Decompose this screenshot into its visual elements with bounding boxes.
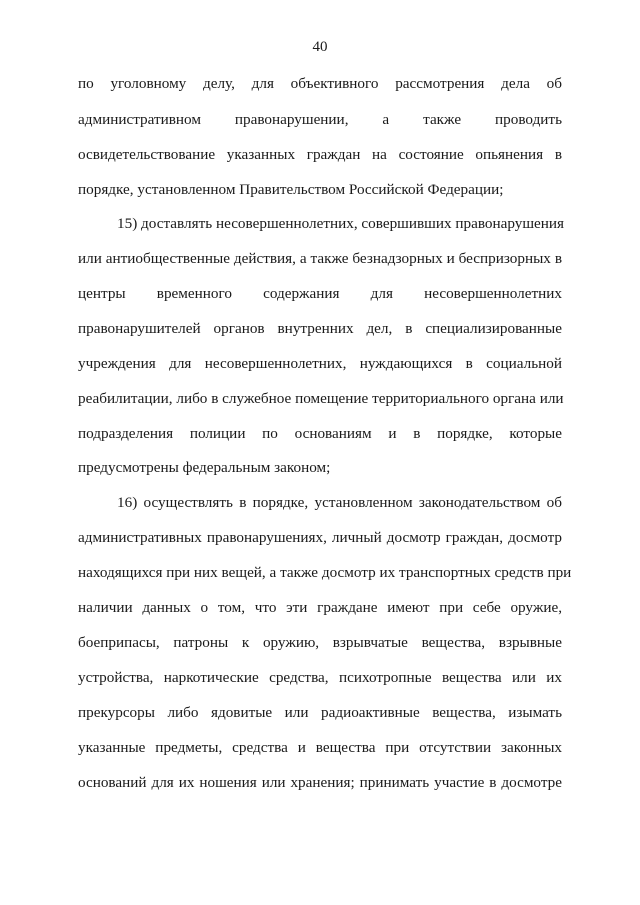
text-line: подразделения полиции по основаниям и в порядке, которые xyxy=(78,425,562,442)
text-line: правонарушителей органов внутренних дел, в специализированные xyxy=(78,320,562,337)
text-line: оснований для их ношения или хранения; принимать участие в досмотре xyxy=(78,774,562,791)
text-line: находящихся при них вещей, а также досмотр их транспортных средств при xyxy=(78,564,572,581)
text-line: административном правонарушении, а также проводить xyxy=(78,111,562,128)
text-line: прекурсоры либо ядовитые или радиоактивные вещества, изымать xyxy=(78,704,562,721)
text-line: наличии данных о том, что эти граждане имеют при себе оружие, xyxy=(78,599,562,616)
text-line: центры временного содержания для несовершеннолетних xyxy=(78,285,562,302)
text-line: порядке, установленном Правительством Российской Федерации; xyxy=(78,181,504,198)
text-line: реабилитации, либо в служебное помещение территориального органа или xyxy=(78,390,564,407)
text-line: боеприпасы, патроны к оружию, взрывчатые вещества, взрывные xyxy=(78,634,562,651)
text-line: указанные предметы, средства и вещества при отсутствии законных xyxy=(78,739,562,756)
text-line: по уголовному делу, для объективного рассмотрения дела об xyxy=(78,75,562,92)
text-line: или антиобщественные действия, а также безнадзорных и беспризорных в xyxy=(78,250,562,267)
text-line: административных правонарушениях, личный досмотр граждан, досмотр xyxy=(78,529,562,546)
text-line: 16) осуществлять в порядке, установленном законодательством об xyxy=(117,494,562,511)
text-line: предусмотрены федеральным законом; xyxy=(78,459,331,476)
text-line: 15) доставлять несовершеннолетних, совершивших правонарушения xyxy=(117,215,565,232)
text-line: учреждения для несовершеннолетних, нуждающихся в социальной xyxy=(78,355,562,372)
page-number: 40 xyxy=(312,39,328,55)
text-line: устройства, наркотические средства, психотропные вещества или их xyxy=(78,669,562,686)
text-line: освидетельствование указанных граждан на состояние опьянения в xyxy=(78,146,562,163)
